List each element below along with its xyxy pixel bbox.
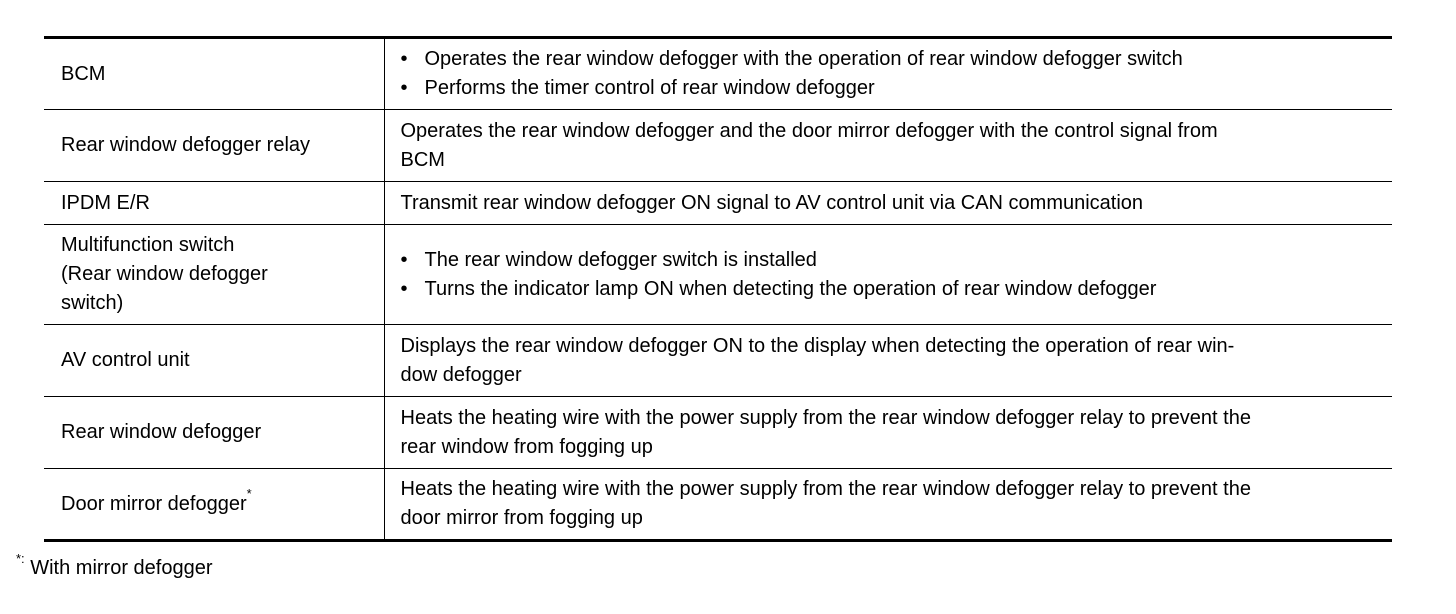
bullet-list (401, 45, 1385, 103)
function-line: Heats the heating wire with the power supply from the rear window defogger relay to prevent the (400, 406, 1251, 429)
component-name-line: (Rear window defogger (61, 263, 268, 285)
component-name-text: Door mirror defogger (61, 492, 247, 515)
table-row (44, 182, 1392, 225)
table-row (44, 325, 1392, 397)
function-line: Operates the rear window defogger and the door mirror defogger with the control signal from (400, 119, 1218, 142)
component-name-line: switch) (61, 292, 124, 314)
bullet-item: • Turns the indicator lamp ON when detecting the operation of rear window defogger (401, 275, 1385, 304)
function-line: rear window from fogging up (400, 435, 653, 458)
component-function: Transmit rear window defogger ON signal to AV control unit via CAN communication (384, 182, 1392, 225)
bullet-item: • Operates the rear window defogger with the operation of rear window defogger switch (401, 45, 1385, 74)
footnote-mark: *: (16, 551, 25, 567)
bullet-list (401, 246, 1385, 304)
component-function-table (44, 36, 1392, 542)
table-row (44, 38, 1392, 110)
component-function (384, 397, 1392, 469)
component-function (384, 110, 1392, 182)
component-name: BCM (44, 38, 384, 110)
component-name: AV control unit (44, 325, 384, 397)
function-line: Displays the rear window defogger ON to the display when detecting the operation of rear win- (400, 334, 1235, 357)
component-name-line: Multifunction switch (61, 234, 235, 256)
bullet-item: • Performs the timer control of rear window defogger (401, 74, 1385, 103)
table-row (44, 397, 1392, 469)
component-name: IPDM E/R (44, 182, 384, 225)
function-line: Heats the heating wire with the power supply from the rear window defogger relay to prevent the (400, 478, 1251, 500)
component-function (384, 225, 1392, 325)
function-line: BCM (400, 148, 445, 171)
table-row (44, 225, 1392, 325)
table-row (44, 110, 1392, 182)
component-name: Rear window defogger relay (44, 110, 384, 182)
table-row (44, 469, 1392, 541)
function-line: door mirror from fogging up (400, 507, 643, 529)
footnote-marker: * (246, 485, 252, 501)
component-name (44, 469, 384, 541)
footnote (16, 551, 213, 583)
component-function (384, 469, 1392, 541)
component-name (44, 225, 384, 325)
footnote-text: With mirror defogger (24, 557, 213, 579)
component-function (384, 325, 1392, 397)
component-function (384, 38, 1392, 110)
function-line: dow defogger (400, 363, 522, 386)
component-name: Rear window defogger (44, 397, 384, 469)
bullet-item: • The rear window defogger switch is installed (401, 246, 1385, 275)
